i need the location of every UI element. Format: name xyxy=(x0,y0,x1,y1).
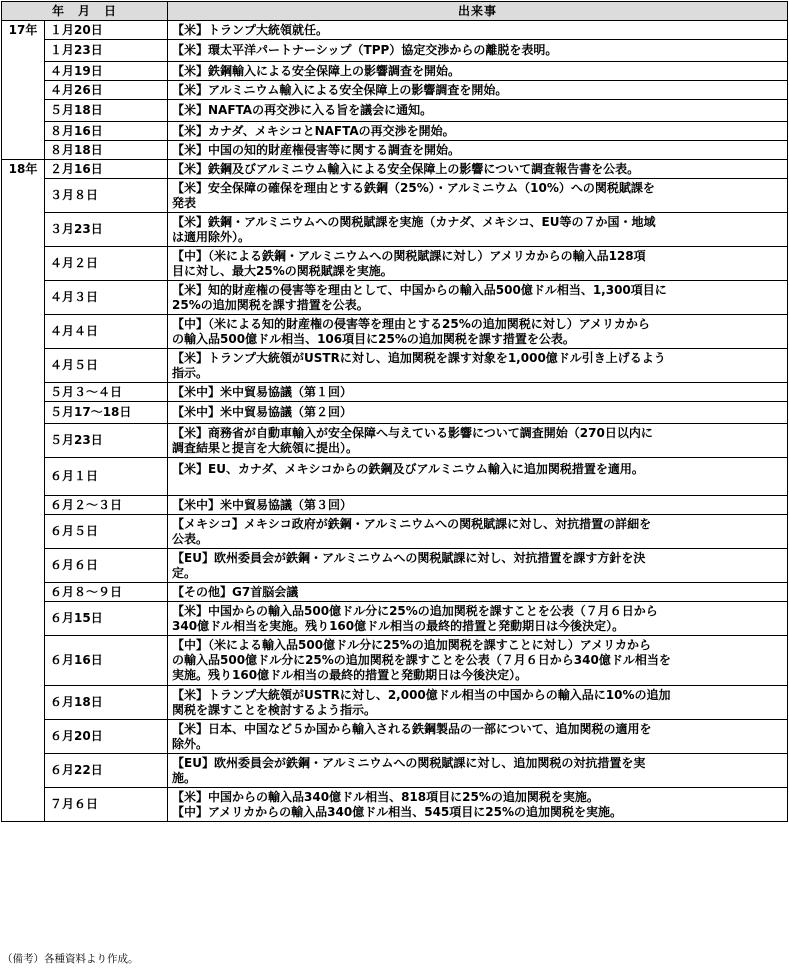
table-row xyxy=(2,100,788,122)
table-row xyxy=(2,754,788,788)
event-cell xyxy=(168,349,788,383)
date-cell: ５月18日 xyxy=(45,100,168,122)
date-cell: １月20日 xyxy=(45,21,168,40)
date-cell: ６月１日 xyxy=(45,458,168,496)
table-row xyxy=(2,81,788,100)
event-cell xyxy=(168,424,788,458)
date-cell: ６月18日 xyxy=(45,686,168,720)
table-row xyxy=(2,281,788,315)
event-cell xyxy=(168,100,788,122)
event-cell xyxy=(168,549,788,583)
event-line: 【米】商務省が自動車輸入が安全保障へ与えている影響について調査開始（270日以内に xyxy=(172,425,653,440)
event-cell xyxy=(168,583,788,602)
event-cell xyxy=(168,602,788,636)
event-cell xyxy=(168,515,788,549)
date-cell: ６月20日 xyxy=(45,720,168,754)
event-line: 340億ドル相当を実施。残り160億ドル相当の最終的措置と発動期日は今後決定）。 xyxy=(172,618,625,633)
table-row xyxy=(2,788,788,822)
event-line: 【米】知的財産権の侵害等を理由として、中国からの輸入品500億ドル相当、1,300項目に xyxy=(172,282,667,297)
event-line: 【米】NAFTAの再交渉に入る旨を議会に通知。 xyxy=(172,103,433,117)
date-cell: ６月８～９日 xyxy=(45,583,168,602)
date-cell: ５月23日 xyxy=(45,424,168,458)
event-line: 【米中】米中貿易協議（第３回） xyxy=(172,497,353,512)
event-line: の輸入品500億ドル分に25%の追加関税を課すことを公表（７月６日から340億ドル相当を xyxy=(172,653,671,667)
year-cell: 18年 xyxy=(2,160,45,822)
date-column-header: 年 月 日 xyxy=(2,2,168,21)
date-cell: ６月６日 xyxy=(45,549,168,583)
date-cell: ４月５日 xyxy=(45,349,168,383)
event-cell xyxy=(168,383,788,402)
event-line: 【米】安全保障の確保を理由とする鉄鋼（25%）・アルミニウム（10%）への関税賦課を xyxy=(172,180,655,195)
event-line: 【その他】G7首脳会議 xyxy=(172,584,299,599)
event-line: 関税を課すことを検討するよう指示。 xyxy=(172,702,377,717)
date-cell: ４月４日 xyxy=(45,315,168,349)
date-cell: ４月19日 xyxy=(45,62,168,81)
date-cell: ３月23日 xyxy=(45,213,168,247)
table-row xyxy=(2,636,788,686)
event-line: 公表。 xyxy=(172,531,209,546)
event-cell xyxy=(168,315,788,349)
timeline-table xyxy=(1,1,788,822)
table-row xyxy=(2,213,788,247)
event-line: 調査結果と提言を大統領に提出）。 xyxy=(172,440,359,455)
date-cell: ４月２日 xyxy=(45,247,168,281)
event-line: 【米】鉄鋼及びアルミニウム輸入による安全保障上の影響について調査報告書を公表。 xyxy=(172,161,640,176)
event-line: 【中】（米による輸入品500億ドル分に25%の追加関税を課すことに対し）アメリカから xyxy=(172,638,651,652)
table-row xyxy=(2,424,788,458)
event-line: 【米】環太平洋パートナーシップ（TPP）協定交渉からの離脱を表明。 xyxy=(172,43,558,57)
table-row xyxy=(2,247,788,281)
event-line: 指示。 xyxy=(172,365,209,380)
event-cell xyxy=(168,213,788,247)
footnote: （備考）各種資料より作成。 xyxy=(2,953,139,965)
event-line: 【米】トランプ大統領がUSTRに対し、2,000億ドル相当の中国からの輸入品に10%の追加 xyxy=(172,687,671,702)
event-line: の輸入品500億ドル相当、106項目に25%の追加関税を課す措置を公表。 xyxy=(172,331,575,346)
event-line: 【メキシコ】メキシコ政府が鉄鋼・アルミニウムへの関税賦課に対し、対抗措置の詳細を xyxy=(172,516,652,531)
event-cell xyxy=(168,754,788,788)
table-row xyxy=(2,315,788,349)
event-line: 【米】EU、カナダ、メキシコからの鉄鋼及びアルミニウム輸入に追加関税措置を適用。 xyxy=(172,461,644,476)
event-line xyxy=(172,477,783,492)
table-row xyxy=(2,160,788,179)
header-row xyxy=(2,2,788,21)
event-cell xyxy=(168,686,788,720)
event-line: 【米】鉄鋼輸入による安全保障上の影響調査を開始。 xyxy=(172,63,461,78)
table-row xyxy=(2,62,788,81)
event-line: 【EU】欧州委員会が鉄鋼・アルミニウムへの関税賦課に対し、追加関税の対抗措置を実 xyxy=(172,755,646,770)
event-line: 【米】トランプ大統領就任。 xyxy=(172,22,329,37)
table-row xyxy=(2,515,788,549)
event-line: 【中】（米による鉄鋼・アルミニウムへの関税賦課に対し）アメリカからの輸入品128項 xyxy=(172,248,646,263)
event-line: は適用除外）。 xyxy=(172,229,251,244)
event-cell xyxy=(168,40,788,62)
table-row xyxy=(2,402,788,424)
event-line: 定。 xyxy=(172,565,197,580)
table-row xyxy=(2,720,788,754)
date-cell: ８月16日 xyxy=(45,122,168,141)
table-row xyxy=(2,549,788,583)
event-line: 【米】日本、中国など５か国から輸入される鉄鋼製品の一部について、追加関税の適用を xyxy=(172,721,652,736)
date-cell: ６月５日 xyxy=(45,515,168,549)
event-line: 【米】トランプ大統領がUSTRに対し、追加関税を課す対象を1,000億ドル引き上げるよう xyxy=(172,350,666,365)
event-line: 25%の追加関税を課す措置を公表。 xyxy=(172,297,369,312)
event-cell xyxy=(168,720,788,754)
event-line: 【米】中国からの輸入品500億ドル分に25%の追加関税を課すことを公表（７月６日から xyxy=(172,603,658,618)
event-line: 【中】アメリカからの輸入品340億ドル相当、545項目に25%の追加関税を実施。 xyxy=(172,804,622,819)
date-cell: ７月６日 xyxy=(45,788,168,822)
event-cell xyxy=(168,247,788,281)
table-row xyxy=(2,141,788,160)
event-cell xyxy=(168,62,788,81)
event-line: 施。 xyxy=(172,770,197,785)
event-cell xyxy=(168,81,788,100)
date-cell: ８月18日 xyxy=(45,141,168,160)
event-line: 発表 xyxy=(172,195,197,210)
table-row xyxy=(2,21,788,40)
event-cell xyxy=(168,496,788,515)
date-cell: ６月15日 xyxy=(45,602,168,636)
table-row xyxy=(2,583,788,602)
event-column-header: 出来事 xyxy=(168,2,788,21)
date-cell: １月23日 xyxy=(45,40,168,62)
event-cell xyxy=(168,788,788,822)
event-line: 【米】カナダ、メキシコとNAFTAの再交渉を開始。 xyxy=(172,123,455,138)
event-line: 【米】中国からの輸入品340億ドル相当、818項目に25%の追加関税を実施。 xyxy=(172,789,599,804)
event-cell xyxy=(168,21,788,40)
event-line: 【米中】米中貿易協議（第２回） xyxy=(172,405,353,419)
event-line: 【米】中国の知的財産権侵害等に関する調査を開始。 xyxy=(172,142,461,157)
table-row xyxy=(2,179,788,213)
date-cell: ６月22日 xyxy=(45,754,168,788)
date-cell: ４月26日 xyxy=(45,81,168,100)
event-cell xyxy=(168,122,788,141)
table-row xyxy=(2,602,788,636)
date-cell: ６月16日 xyxy=(45,636,168,686)
event-line: 目に対し、最大25%の関税賦課を実施。 xyxy=(172,263,393,278)
event-cell xyxy=(168,141,788,160)
event-cell xyxy=(168,179,788,213)
table-row xyxy=(2,40,788,62)
table-row xyxy=(2,349,788,383)
date-cell: ６月２～３日 xyxy=(45,496,168,515)
table-body xyxy=(2,21,788,822)
date-cell: ５月17～18日 xyxy=(45,402,168,424)
date-cell: ４月３日 xyxy=(45,281,168,315)
event-line: 【中】（米による知的財産権の侵害等を理由とする25%の追加関税に対し）アメリカから xyxy=(172,316,650,331)
event-line: 【米中】米中貿易協議（第１回） xyxy=(172,384,353,399)
date-cell: ５月３～４日 xyxy=(45,383,168,402)
event-line: 【米】アルミニウム輸入による安全保障上の影響調査を開始。 xyxy=(172,82,508,97)
table-row xyxy=(2,686,788,720)
date-cell: ２月16日 xyxy=(45,160,168,179)
event-line: 【EU】欧州委員会が鉄鋼・アルミニウムへの関税賦課に対し、対抗措置を課す方針を決 xyxy=(172,550,646,565)
table-row xyxy=(2,122,788,141)
event-cell xyxy=(168,402,788,424)
event-line: 【米】鉄鋼・アルミニウムへの関税賦課を実施（カナダ、メキシコ、EU等の７か国・地域 xyxy=(172,214,656,229)
event-line: 実施。残り160億ドル相当の最終的措置と発動期日は今後決定）。 xyxy=(172,668,528,682)
event-cell xyxy=(168,636,788,686)
event-line: 除外。 xyxy=(172,736,209,751)
table-row xyxy=(2,383,788,402)
event-cell xyxy=(168,458,788,496)
table-row xyxy=(2,496,788,515)
year-cell: 17年 xyxy=(2,21,45,160)
table-row xyxy=(2,458,788,496)
date-cell: ３月８日 xyxy=(45,179,168,213)
event-cell xyxy=(168,160,788,179)
event-cell xyxy=(168,281,788,315)
